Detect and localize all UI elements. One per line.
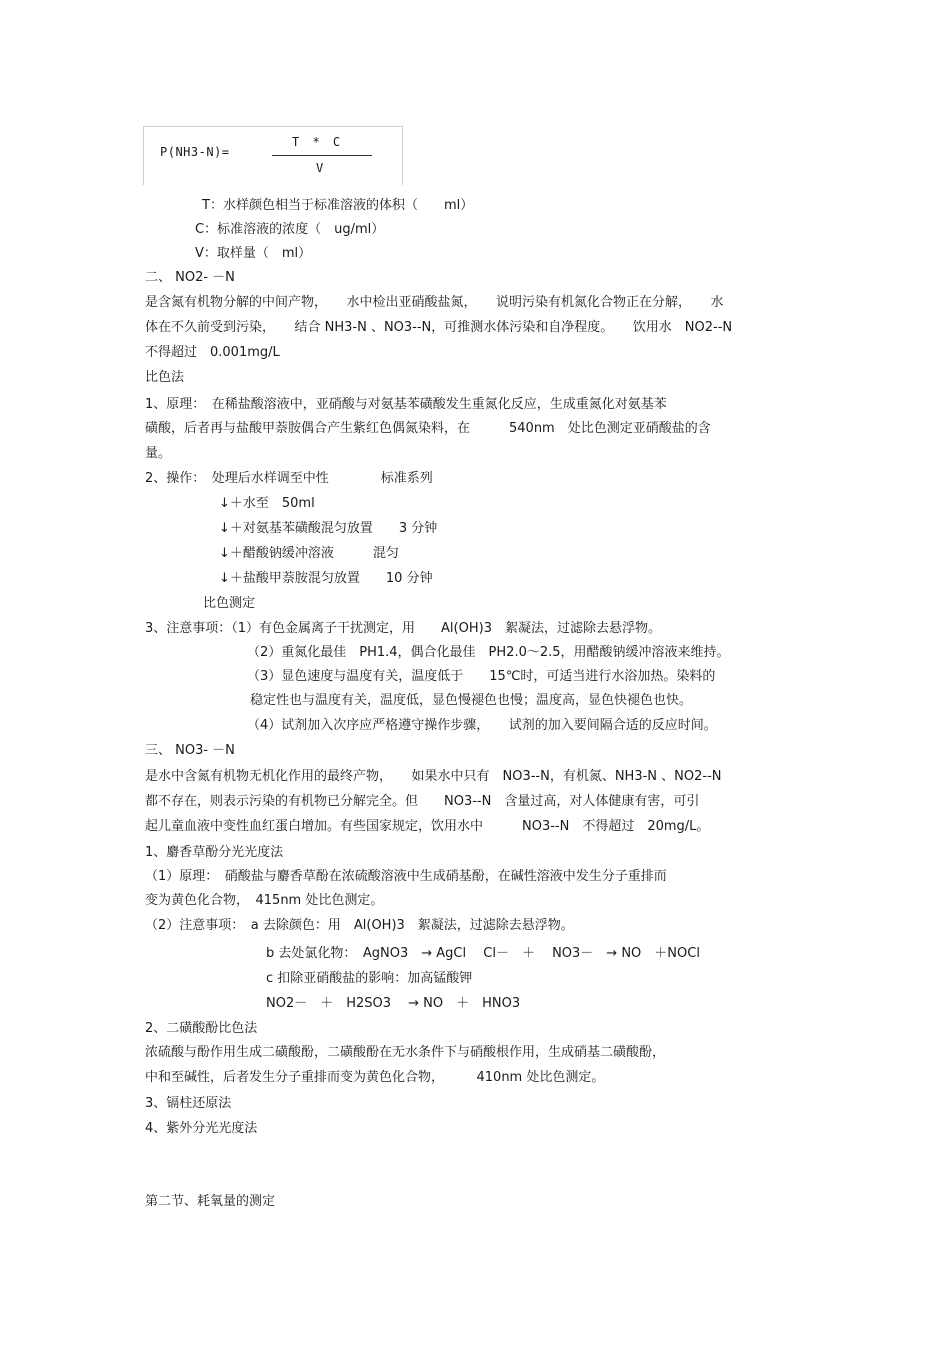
method-line: （2）注意事项： a 去除颜色：用 Al(OH)3 絮凝法，过滤除去悬浮物。: [145, 918, 574, 933]
paragraph-line: 体在不久前受到污染， 结合 NH3-N 、NO3--N，可推测水体污染和自净程度。 饮用水 NO2--N: [145, 320, 733, 335]
notes-line: （2）重氮化最佳 PH1.4，偶合化最佳 PH2.0～2.5，用醋酸钠缓冲溶液来维持。: [247, 645, 730, 660]
principle-line: 磺酸，后者再与盐酸甲萘胺偶合产生紫红色偶氮染料，在 540nm 处比色测定亚硝酸盐的含: [145, 421, 711, 436]
method-heading: 4、紫外分光光度法: [145, 1121, 258, 1136]
fraction-bar: [272, 155, 372, 156]
paragraph-line: 起儿童血液中变性血红蛋白增加。有些国家规定，饮用水中 NO3--N 不得超过 20mg/L。: [145, 819, 710, 834]
principle-line: 1、原理： 在稀盐酸溶液中，亚硝酸与对氨基苯磺酸发生重氮化反应，生成重氮化对氨基苯: [145, 397, 667, 412]
section-heading-no2: 二、 NO2- －N: [145, 270, 235, 285]
method-line: （1）原理： 硝酸盐与麝香草酚在浓硫酸溶液中生成硝基酚，在碱性溶液中发生分子重排而: [145, 869, 667, 884]
method-heading: 1、麝香草酚分光光度法: [145, 845, 284, 860]
section-heading-oxygen: 第二节、耗氧量的测定: [145, 1194, 276, 1209]
method-line: c 扣除亚硝酸盐的影响：加高锰酸钾: [266, 971, 473, 986]
method-line: 浓硫酸与酚作用生成二磺酸酚，二磺酸酚在无水条件下与硝酸根作用，生成硝基二磺酸酚，: [145, 1045, 666, 1060]
operation-step: ↓＋醋酸钠缓冲溶液 混匀: [219, 546, 399, 561]
notes-line: （3）显色速度与温度有关，温度低于 15℃时，可适当进行水浴加热。染料的: [247, 669, 716, 684]
var-t-definition: T：水样颜色相当于标准溶液的体积（ ml）: [202, 198, 474, 213]
method-line: 变为黄色化合物， 415nm 处比色测定。: [145, 893, 384, 908]
formula-numerator: T * C: [292, 135, 344, 149]
operation-line: 2、操作： 处理后水样调至中性 标准系列: [145, 471, 433, 486]
formula-image: [143, 126, 403, 185]
var-c-definition: C：标准溶液的浓度（ ug/ml）: [195, 222, 385, 237]
principle-line: 量。: [145, 446, 172, 461]
notes-line: 稳定性也与温度有关，温度低，显色慢褪色也慢；温度高，显色快褪色也快。: [250, 693, 693, 708]
operation-step: ↓＋盐酸甲萘胺混匀放置 10 分钟: [219, 571, 433, 586]
method-line: 中和至碱性，后者发生分子重排而变为黄色化合物， 410nm 处比色测定。: [145, 1070, 605, 1085]
formula-lhs: P(NH3-N)=: [160, 145, 230, 159]
operation-step: ↓＋对氨基苯磺酸混匀放置 3 分钟: [219, 521, 438, 536]
notes-line: 3、注意事项：（1）有色金属离子干扰测定，用 Al(OH)3 絮凝法，过滤除去悬浮物。: [145, 621, 661, 636]
paragraph-line: 是含氮有机物分解的中间产物， 水中检出亚硝酸盐氮， 说明污染有机氮化合物正在分解， 水: [145, 295, 724, 310]
operation-step: 比色测定: [203, 596, 256, 611]
paragraph-line: 是水中含氮有机物无机化作用的最终产物， 如果水中只有 NO3--N，有机氮、NH3-N 、NO2--N: [145, 769, 722, 784]
operation-step: ↓＋水至 50ml: [219, 496, 315, 511]
section-heading-no3: 三、 NO3- －N: [145, 743, 235, 758]
formula-denominator: V: [316, 161, 324, 175]
subheading-colorimetry: 比色法: [145, 370, 185, 385]
var-v-definition: V：取样量（ ml）: [195, 246, 312, 261]
method-heading: 2、二磺酸酚比色法: [145, 1021, 258, 1036]
paragraph-line: 都不存在，则表示污染的有机物已分解完全。但 NO3--N 含量过高，对人体健康有害，可引: [145, 794, 700, 809]
paragraph-line: 不得超过 0.001mg/L: [145, 345, 280, 360]
notes-line: （4）试剂加入次序应严格遵守操作步骤， 试剂的加入要间隔合适的反应时间。: [247, 718, 717, 733]
method-line: b 去处氯化物： AgNO3 → AgCl Cl－ ＋ NO3－ → NO ＋NOCl: [266, 946, 700, 961]
method-line: NO2－ ＋ H2SO3 → NO ＋ HNO3: [266, 996, 521, 1011]
method-heading: 3、镉柱还原法: [145, 1096, 232, 1111]
